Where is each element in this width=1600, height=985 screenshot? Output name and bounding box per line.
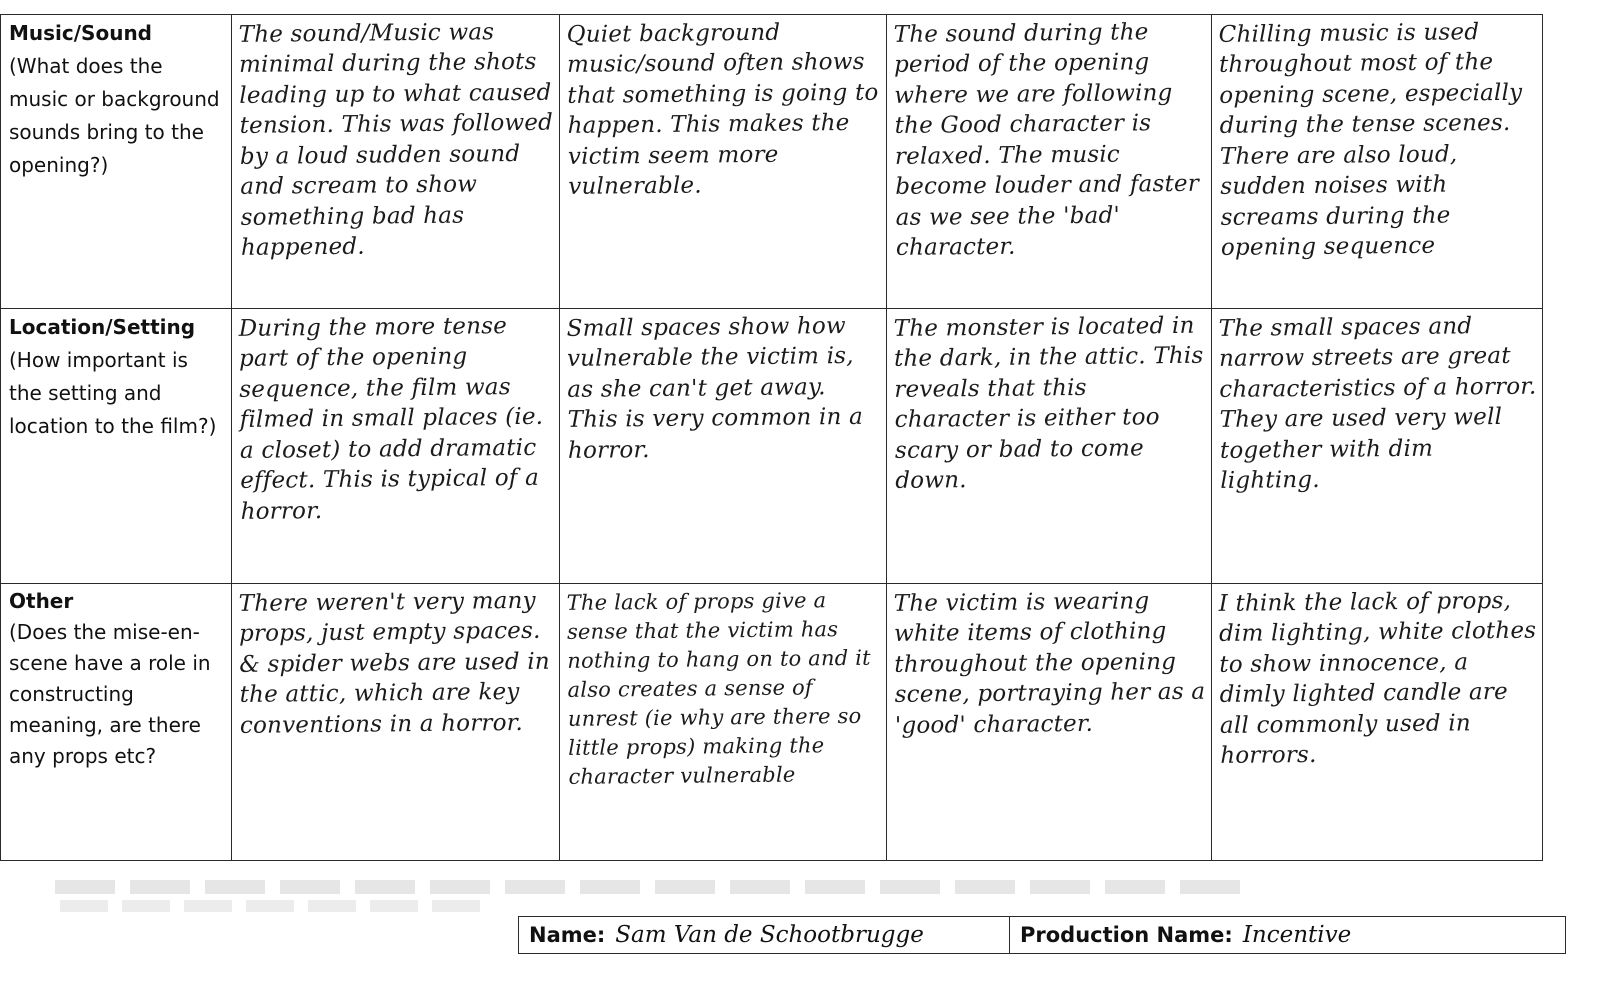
name-footer bbox=[518, 916, 1566, 954]
row-question: Other bbox=[9, 589, 74, 613]
production-name-field bbox=[1010, 917, 1351, 953]
answer-cell: Chilling music is used throughout most of the opening scene, especially during the tense scenes. There are also loud, sudden noises with screams during the opening sequence bbox=[1212, 11, 1546, 308]
answer-cell: The victim is wearing white items of clothing throughout the opening scene, portraying her as a 'good' character. bbox=[887, 580, 1215, 860]
name-label: Name: bbox=[529, 923, 606, 947]
show-through-mark bbox=[40, 880, 1240, 894]
table-row-other bbox=[1, 584, 1543, 861]
row-header-location-setting bbox=[1, 309, 232, 584]
analysis-table bbox=[0, 14, 1543, 861]
answer-cell: The small spaces and narrow streets are great characteristics of a horror. They are used very well together with dim lighting. bbox=[1212, 305, 1546, 583]
answer-cell: The sound during the period of the opening where we are following the Good character is relaxed. The music become louder and faster as we see the 'bad' character. bbox=[887, 11, 1215, 308]
show-through-mark bbox=[60, 900, 480, 912]
production-label: Production Name: bbox=[1020, 923, 1233, 947]
answer-cell: There weren't very many props, just empty spaces. & spider webs are used in the attic, which are key conventions in a horror. bbox=[232, 580, 563, 860]
answer-cell: The monster is located in the dark, in the attic. This reveals that this character is either too scary or bad to come down. bbox=[887, 305, 1215, 583]
answer-cell: The lack of props give a sense that the victim has nothing to hang on to and it also creates a sense of unrest (ie why are there so little props) making the character vulnerable bbox=[560, 580, 890, 860]
row-header-music-sound bbox=[1, 15, 232, 309]
row-header-other bbox=[1, 584, 232, 861]
answer-cell: The sound/Music was minimal during the shots leading up to what caused tension. This was followed by a loud sudden sound and scream to show something bad has happened. bbox=[232, 11, 563, 308]
production-value: Incentive bbox=[1242, 922, 1352, 948]
row-description: (How important is the setting and location to the film?) bbox=[9, 348, 217, 438]
table-row-location-setting bbox=[1, 309, 1543, 584]
name-value: Sam Van de Schootbrugge bbox=[615, 922, 924, 948]
row-description: (Does the mise-en-scene have a role in constructing meaning, are there any props etc? bbox=[9, 620, 211, 768]
row-question: Location/Setting bbox=[9, 315, 196, 339]
row-question: Music/Sound bbox=[9, 21, 152, 45]
student-name-field bbox=[519, 917, 1010, 953]
answer-cell: Small spaces show how vulnerable the victim is, as she can't get away. This is very common in a horror. bbox=[560, 305, 890, 583]
table-row-music-sound bbox=[1, 15, 1543, 309]
answer-cell: During the more tense part of the opening sequence, the film was filmed in small places (ie. a closet) to add dramatic effect. This is typical of a horror. bbox=[232, 305, 563, 583]
answer-cell: Quiet background music/sound often shows that something is going to happen. This makes the victim seem more vulnerable. bbox=[560, 11, 890, 308]
row-description: (What does the music or background sounds bring to the opening?) bbox=[9, 54, 220, 177]
answer-cell: I think the lack of props, dim lighting, white clothes to show innocence, a dimly lighted candle are all commonly used in horrors. bbox=[1212, 580, 1546, 860]
